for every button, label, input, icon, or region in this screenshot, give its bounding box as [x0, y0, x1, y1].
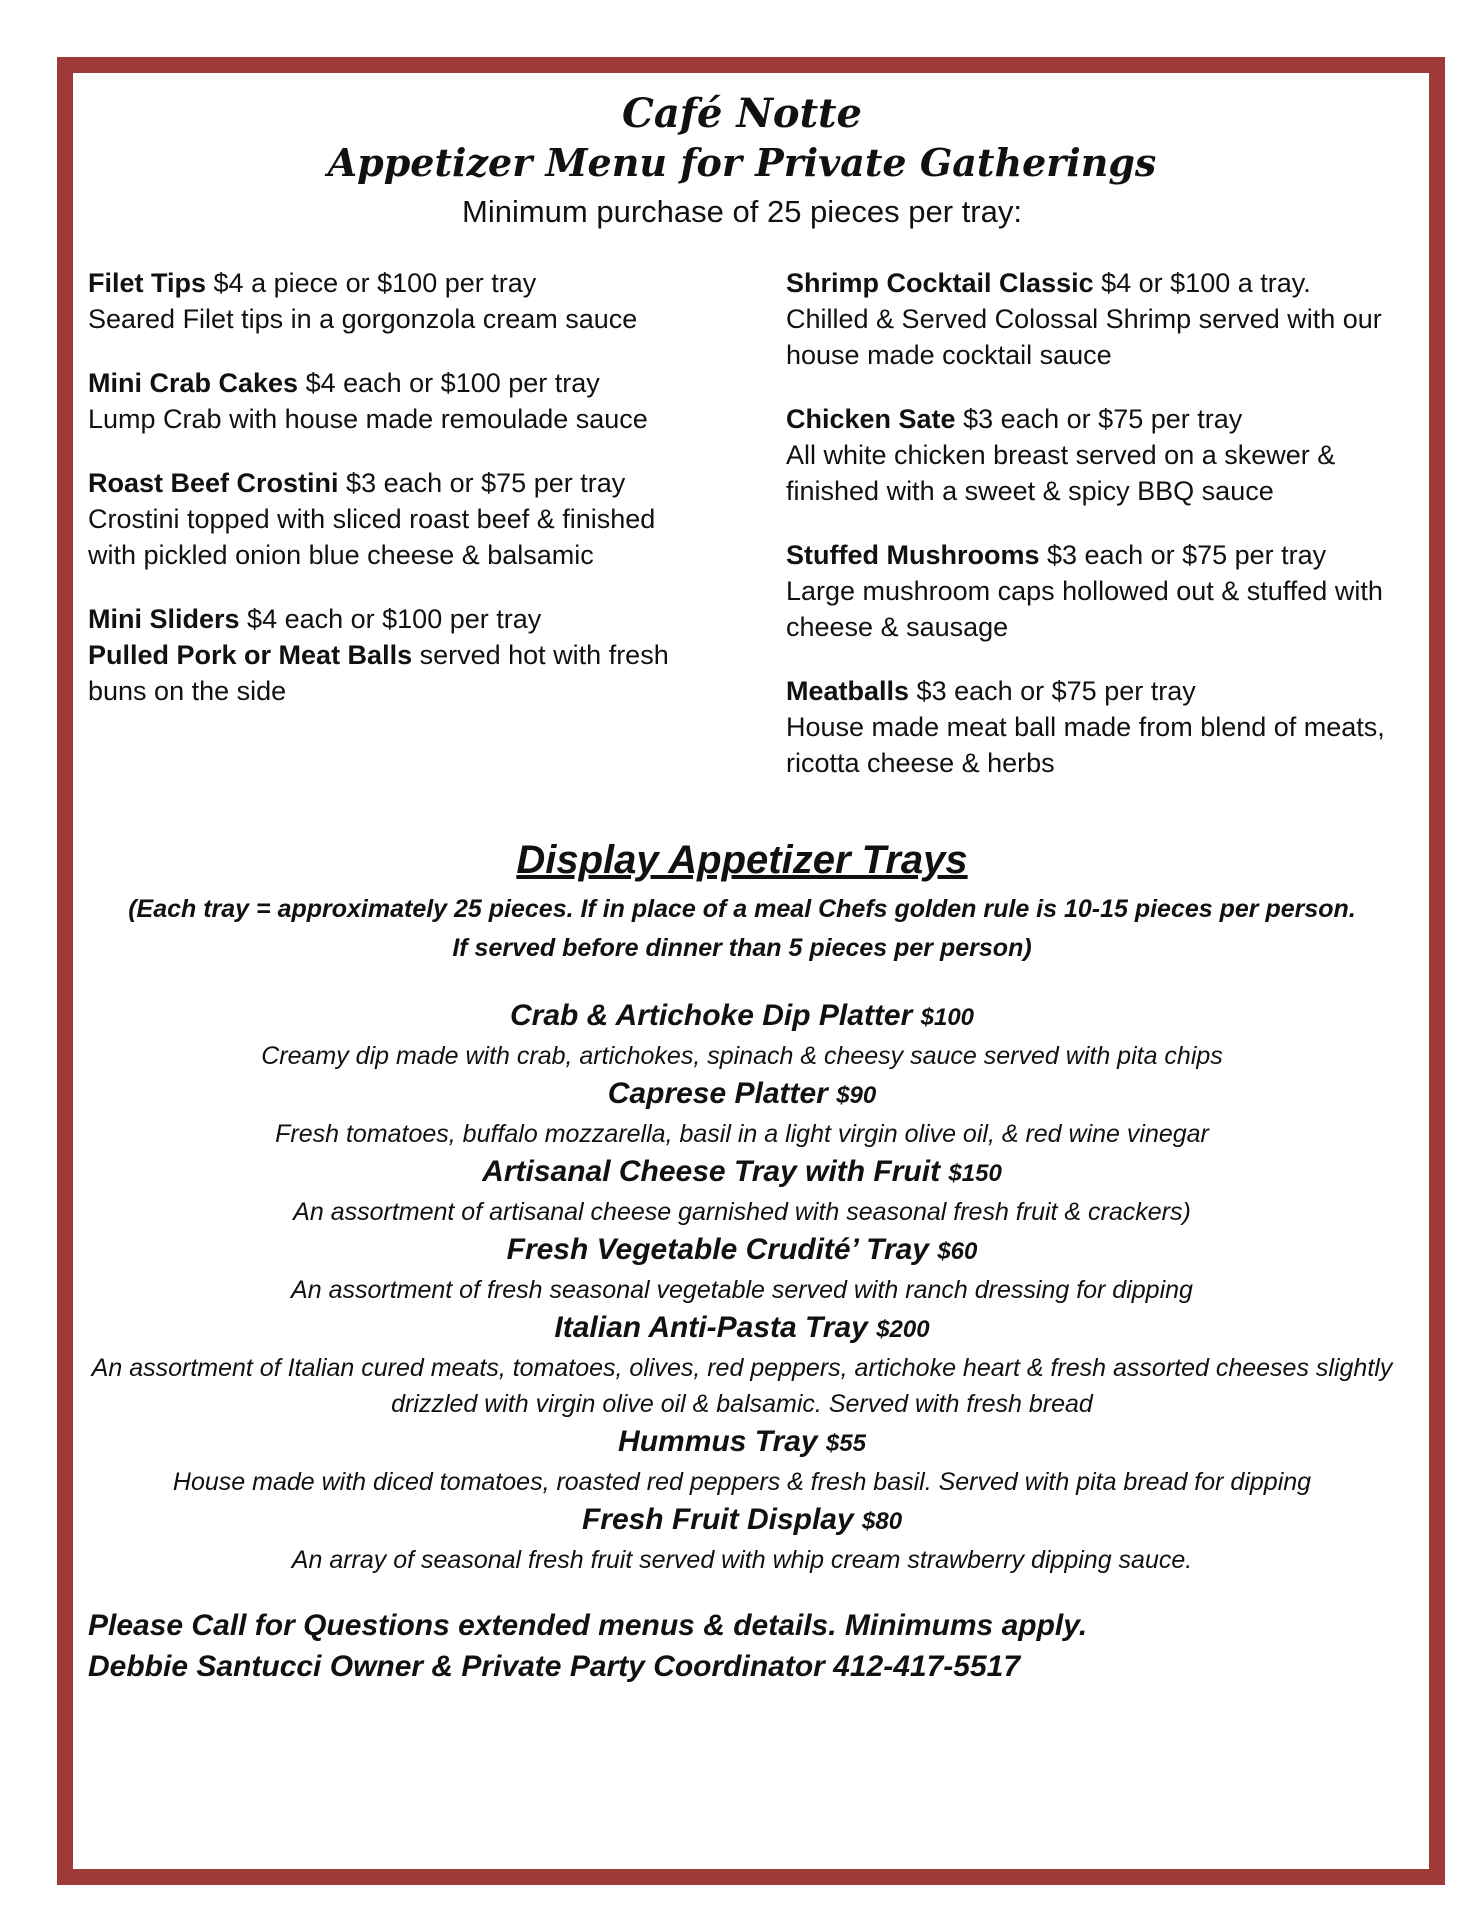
- item-name: Mini Sliders: [88, 604, 240, 634]
- menu-item: [786, 265, 1386, 373]
- tray-description: An assortment of artisanal cheese garnished with seasonal fresh fruit & crackers): [293, 1198, 1191, 1226]
- tray-description: House made with diced tomatoes, roasted red peppers & fresh basil. Served with pita bread for dipping: [172, 1468, 1312, 1496]
- tray-name: Fresh Fruit Display: [581, 1503, 863, 1536]
- item-description: House made meat ball made from blend of meats, ricotta cheese & herbs: [786, 712, 1385, 778]
- tray-name: Artisanal Cheese Tray with Fruit: [482, 1155, 949, 1188]
- right-menu-column: [786, 265, 1386, 809]
- tray-name: Italian Anti-Pasta Tray: [554, 1311, 877, 1344]
- tray-price: $100: [920, 1004, 975, 1031]
- item-name: Mini Crab Cakes: [88, 368, 299, 398]
- left-menu-column: [88, 265, 688, 737]
- tray-price: $150: [948, 1160, 1002, 1187]
- tray-size-note: [0, 890, 1484, 968]
- menu-item: [786, 673, 1386, 781]
- menu-item: [88, 365, 688, 437]
- tray-item: [90, 996, 1394, 1074]
- tray-name: Fresh Vegetable Crudité’ Tray: [506, 1233, 938, 1266]
- footer-line2: Debbie Santucci Owner & Private Party Coordinator 412-417-5517: [88, 1650, 1021, 1683]
- item-price: $3 each or $75 per tray: [338, 468, 626, 498]
- item-description: All white chicken breast served on a skewer & finished with a sweet & spicy BBQ sauce: [786, 440, 1336, 506]
- item-name: Filet Tips: [88, 268, 207, 298]
- item-description: Lump Crab with house made remoulade sauce: [88, 404, 648, 434]
- footer-line1: Please Call for Questions extended menus & details. Minimums apply.: [88, 1609, 1088, 1642]
- tray-price: $80: [862, 1508, 903, 1535]
- item-name: Stuffed Mushrooms: [786, 540, 1040, 570]
- menu-item: [786, 537, 1386, 645]
- minimum-purchase-note: Minimum purchase of 25 pieces per tray:: [462, 194, 1022, 229]
- menu-item: [88, 465, 688, 573]
- item-price: $3 each or $75 per tray: [1039, 540, 1327, 570]
- tray-price: $90: [836, 1082, 877, 1109]
- tray-description: An array of seasonal fresh fruit served with whip cream strawberry dipping sauce.: [291, 1546, 1193, 1574]
- tray-item: [90, 1500, 1394, 1578]
- tray-item: [90, 1308, 1394, 1422]
- tray-price: $60: [937, 1238, 978, 1265]
- tray-description: Fresh tomatoes, buffalo mozzarella, basil in a light virgin olive oil, & red wine vinegar: [275, 1120, 1209, 1148]
- tray-name: Crab & Artichoke Dip Platter: [509, 999, 921, 1032]
- restaurant-name: Café Notte: [622, 90, 862, 137]
- menu-title: Appetizer Menu for Private Gatherings: [327, 140, 1157, 185]
- item-price: $3 each or $75 per tray: [955, 404, 1243, 434]
- item-price: $4 each or $100 per tray: [239, 604, 542, 634]
- tray-list: [90, 996, 1394, 1578]
- tray-note-line1: (Each tray = approximately 25 pieces. If in place of a meal Chefs golden rule is 10-15 pieces per person.: [128, 895, 1356, 923]
- tray-item: [90, 1074, 1394, 1152]
- tray-item: [90, 1152, 1394, 1230]
- tray-item: [90, 1422, 1394, 1500]
- tray-name: Hummus Tray: [618, 1425, 826, 1458]
- tray-price: $200: [876, 1316, 930, 1343]
- item-price: $4 a piece or $100 per tray: [206, 268, 537, 298]
- item-description: served hot with fresh buns on the side: [88, 640, 669, 706]
- tray-item: [90, 1230, 1394, 1308]
- item-name: Roast Beef Crostini: [88, 468, 339, 498]
- item-price: $4 each or $100 per tray: [298, 368, 600, 398]
- item-price: $4 or $100 a tray.: [1093, 268, 1311, 298]
- menu-item: [786, 401, 1386, 509]
- item-name: Shrimp Cocktail Classic: [786, 268, 1094, 298]
- contact-footer: [88, 1605, 1087, 1687]
- item-description: Chilled & Served Colossal Shrimp served with our house made cocktail sauce: [786, 304, 1382, 370]
- tray-note-line2: If served before dinner than 5 pieces per person): [452, 934, 1032, 962]
- item-description: Large mushroom caps hollowed out & stuffed with cheese & sausage: [786, 576, 1383, 642]
- item-name: Chicken Sate: [786, 404, 956, 434]
- item-description-bold: Pulled Pork or Meat Balls: [88, 640, 413, 670]
- menu-item: [88, 265, 688, 337]
- menu-item: [88, 601, 688, 709]
- item-price: $3 each or $75 per tray: [909, 676, 1196, 706]
- item-name: Meatballs: [786, 676, 910, 706]
- display-trays-heading: Display Appetizer Trays: [516, 838, 968, 882]
- tray-description: An assortment of Italian cured meats, tomatoes, olives, red peppers, artichoke heart & fresh assorted cheeses slightly drizzled with virgin olive oil & balsamic. Served with fresh bread: [91, 1354, 1393, 1418]
- tray-description: An assortment of fresh seasonal vegetable served with ranch dressing for dipping: [291, 1276, 1193, 1304]
- item-description: Seared Filet tips in a gorgonzola cream sauce: [88, 304, 638, 334]
- tray-description: Creamy dip made with crab, artichokes, spinach & cheesy sauce served with pita chips: [261, 1042, 1223, 1070]
- tray-price: $55: [825, 1430, 866, 1457]
- item-description: Crostini topped with sliced roast beef & finished with pickled onion blue cheese & balsamic: [88, 504, 656, 570]
- tray-name: Caprese Platter: [607, 1077, 837, 1110]
